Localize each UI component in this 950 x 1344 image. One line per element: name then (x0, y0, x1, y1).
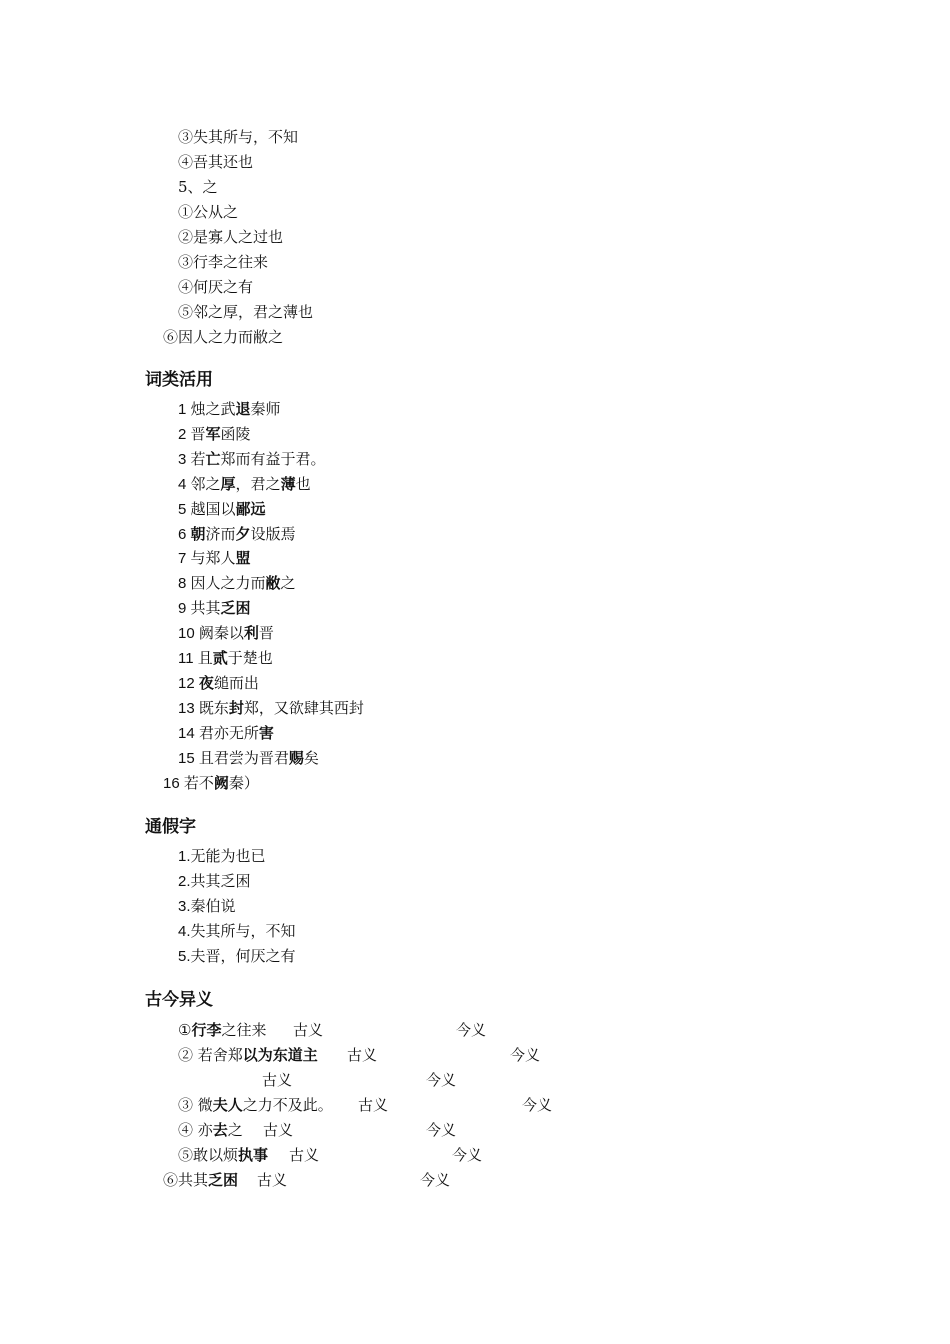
cilei-item (178, 399, 281, 420)
cilei-item-keyword: 阙 (213, 773, 229, 792)
gujin-jin-label: 今义 (522, 1096, 553, 1114)
cilei-item-text: 烛之武 (190, 400, 236, 418)
gujin-gu-label: 古义 (289, 1146, 320, 1164)
gujin-item-text: ⑤敢以烦 (178, 1146, 239, 1164)
cilei-item (178, 648, 273, 669)
cilei-item-text: 邻之 (190, 474, 221, 493)
cilei-item-number: 7 (178, 550, 191, 568)
cilei-item (178, 524, 296, 545)
gujin-item-keyword: 去 (212, 1121, 228, 1139)
cilei-item-keyword: 厚 (220, 474, 236, 493)
cilei-item-text: 且 (197, 649, 213, 667)
cilei-item-number: 5 (178, 500, 191, 518)
gujin-item (178, 1145, 268, 1165)
cilei-item-text: 郑，又欲肆其西封 (243, 698, 364, 717)
cilei-item-keyword: 乏困 (220, 599, 251, 618)
gujin-gu-label: 古义 (347, 1046, 378, 1064)
tongjia-item-text: 秦伯说 (190, 897, 236, 915)
gujin-gu-label: 古义 (293, 1021, 324, 1039)
cilei-item-text: 秦） (228, 773, 259, 792)
zhi-item-1: ①公从之 (178, 203, 239, 221)
tongjia-item-text: 共其乏困 (190, 872, 251, 890)
cilei-item (163, 773, 259, 794)
cilei-item-text: 之 (280, 574, 296, 593)
gujin-heading: 古今异义 (145, 990, 213, 1010)
gujin-item-text: ① (178, 1021, 192, 1039)
cilei-item-keyword: 盟 (235, 549, 251, 568)
gujin-jin-label: 今义 (452, 1146, 483, 1164)
cilei-item (178, 474, 311, 495)
cilei-item-number: 10 (178, 625, 199, 643)
tongjia-item-number: 5. (178, 948, 191, 965)
cilei-item-text: 也 (295, 474, 311, 493)
gujin-item (178, 1045, 318, 1065)
gujin-jin-label: 今义 (456, 1021, 487, 1039)
cilei-item-number: 9 (178, 600, 191, 618)
cilei-item (178, 723, 274, 744)
gujin-jin-label: 今义 (420, 1171, 451, 1189)
cilei-item-text: 若 (190, 449, 206, 468)
cilei-item-text: 函陵 (220, 424, 251, 443)
gujin-item-keyword: 以为东道主 (242, 1046, 318, 1064)
cilei-item-text: 于楚也 (227, 649, 273, 667)
gujin-item (178, 1120, 243, 1140)
gujin-jin-label: 今义 (426, 1121, 457, 1139)
cilei-item (178, 449, 326, 470)
cilei-item (178, 623, 274, 644)
cilei-item-number: 11 (178, 650, 198, 667)
cilei-item-keyword: 朝 (190, 524, 206, 543)
cilei-item (178, 424, 251, 445)
cilei-item-text: ，君之 (235, 474, 281, 493)
zhi-item-6: ⑥因人之力而敝之 (163, 328, 284, 346)
cilei-item (178, 673, 259, 694)
cilei-item-keyword: 薄 (280, 474, 296, 493)
cilei-item-keyword: 封 (228, 698, 244, 717)
cilei-item-keyword: 夕 (235, 524, 251, 543)
cilei-item-text: 君亦无所 (198, 723, 259, 742)
cilei-item-text: 郑而有益于君。 (220, 449, 326, 468)
cilei-item-keyword: 军 (205, 424, 221, 443)
qi-item-4: ④吾其还也 (178, 153, 254, 171)
cilei-item-text: 矣 (303, 748, 319, 767)
gujin-item-text: 之力不及此。 (242, 1096, 333, 1114)
cilei-item-text: 因人之力而 (190, 574, 266, 593)
gujin-item (178, 1020, 266, 1040)
cilei-item (178, 698, 364, 719)
gujin-item-text: ⑥共其 (163, 1171, 209, 1189)
cilei-item-keyword: 夜 (198, 673, 214, 692)
gujin-item-text: ③ 微 (178, 1096, 213, 1114)
cilei-item-text: 与郑人 (190, 549, 236, 568)
cilei-item-text: 晋 (190, 424, 206, 443)
cilei-item-keyword: 利 (243, 624, 259, 643)
cilei-item-number: 6 (178, 525, 191, 543)
gujin-item (163, 1170, 238, 1190)
qi-item-3: ③失其所与，不知 (178, 128, 299, 146)
gujin-item (178, 1095, 333, 1115)
cilei-item-keyword: 害 (258, 723, 274, 742)
tongjia-item-number: 3. (178, 898, 191, 915)
cilei-item-keyword: 退 (235, 400, 251, 418)
zhi-item-2: ②是寡人之过也 (178, 228, 284, 246)
cilei-item-text: 阙秦以 (198, 624, 244, 643)
cilei-item-text: 设版焉 (250, 524, 296, 543)
tongjia-item-number: 2. (178, 873, 191, 890)
gujin-item-keyword: 夫人 (212, 1096, 243, 1114)
gujin-item-text: 之 (227, 1121, 243, 1139)
cilei-item-keyword: 贰 (212, 649, 228, 667)
cilei-item-text: 共其 (190, 599, 221, 618)
cilei-item-number: 3 (178, 450, 191, 468)
cilei-item-number: 14 (178, 724, 199, 742)
cilei-item-keyword: 赐 (288, 748, 304, 767)
cilei-item-number: 2 (178, 425, 191, 443)
cilei-item (178, 499, 266, 520)
cilei-item-keyword: 敝 (265, 574, 281, 593)
tongjia-item (178, 846, 266, 867)
cilei-item-text: 既东 (198, 698, 229, 717)
gujin-gu-label: 古义 (358, 1096, 389, 1114)
cilei-item-keyword: 鄙远 (235, 499, 266, 518)
cilei-item-number: 4 (178, 475, 191, 493)
gujin-item-text: ② 若舍郑 (178, 1046, 243, 1064)
cilei-item-number: 12 (178, 674, 199, 692)
tongjia-item-text: 失其所与，不知 (190, 922, 296, 940)
cilei-item-number: 13 (178, 699, 199, 717)
gujin-item-keyword: 行李 (191, 1021, 222, 1039)
cilei-item-text: 晋 (258, 624, 274, 643)
tongjia-item-number: 4. (178, 923, 191, 940)
gujin-gu-label: 古义 (262, 1071, 293, 1089)
tongjia-item-text: 无能为也已 (190, 847, 266, 865)
cilei-item-text: 若不 (183, 773, 214, 792)
tongjia-item (178, 896, 236, 917)
tongjia-item (178, 871, 251, 892)
tongjia-item-number: 1. (178, 848, 191, 865)
cilei-item-keyword: 亡 (205, 449, 221, 468)
gujin-item-text: 之往来 (221, 1021, 267, 1039)
cilei-item-number: 1 (178, 401, 191, 418)
cilei-item-text: 且君尝为晋君 (198, 748, 289, 767)
zhi-item-5: ⑤邻之厚，君之薄也 (178, 303, 314, 321)
gujin-item-keyword: 执事 (238, 1146, 269, 1164)
cilei-item-text: 秦师 (250, 400, 281, 418)
tongjia-item (178, 946, 296, 967)
tongjia-item-text: 夫晋，何厌之有 (190, 947, 296, 965)
cilei-item-number: 15 (178, 749, 199, 767)
gujin-item-keyword: 乏困 (208, 1171, 239, 1189)
cilei-item-text: 缒而出 (213, 673, 259, 692)
cilei-item-text: 济而 (205, 524, 236, 543)
cilei-item (178, 748, 319, 769)
zhi-item-3: ③行李之往来 (178, 253, 269, 271)
cilei-heading: 词类活用 (145, 370, 213, 390)
cilei-item-text: 越国以 (190, 499, 236, 518)
gujin-item-text: ④ 亦 (178, 1121, 213, 1139)
tongjia-heading: 通假字 (145, 817, 196, 837)
gujin-gu-label: 古义 (257, 1171, 288, 1189)
tongjia-item (178, 921, 296, 942)
gujin-jin-label: 今义 (426, 1071, 457, 1089)
zhi-title: 5、之 (178, 178, 218, 196)
cilei-item-number: 16 (163, 774, 184, 792)
zhi-item-4: ④何厌之有 (178, 278, 254, 296)
cilei-item (178, 548, 251, 569)
gujin-gu-label: 古义 (263, 1121, 294, 1139)
cilei-item-number: 8 (178, 575, 191, 593)
gujin-jin-label: 今义 (510, 1046, 541, 1064)
cilei-item (178, 573, 296, 594)
cilei-item (178, 598, 251, 619)
